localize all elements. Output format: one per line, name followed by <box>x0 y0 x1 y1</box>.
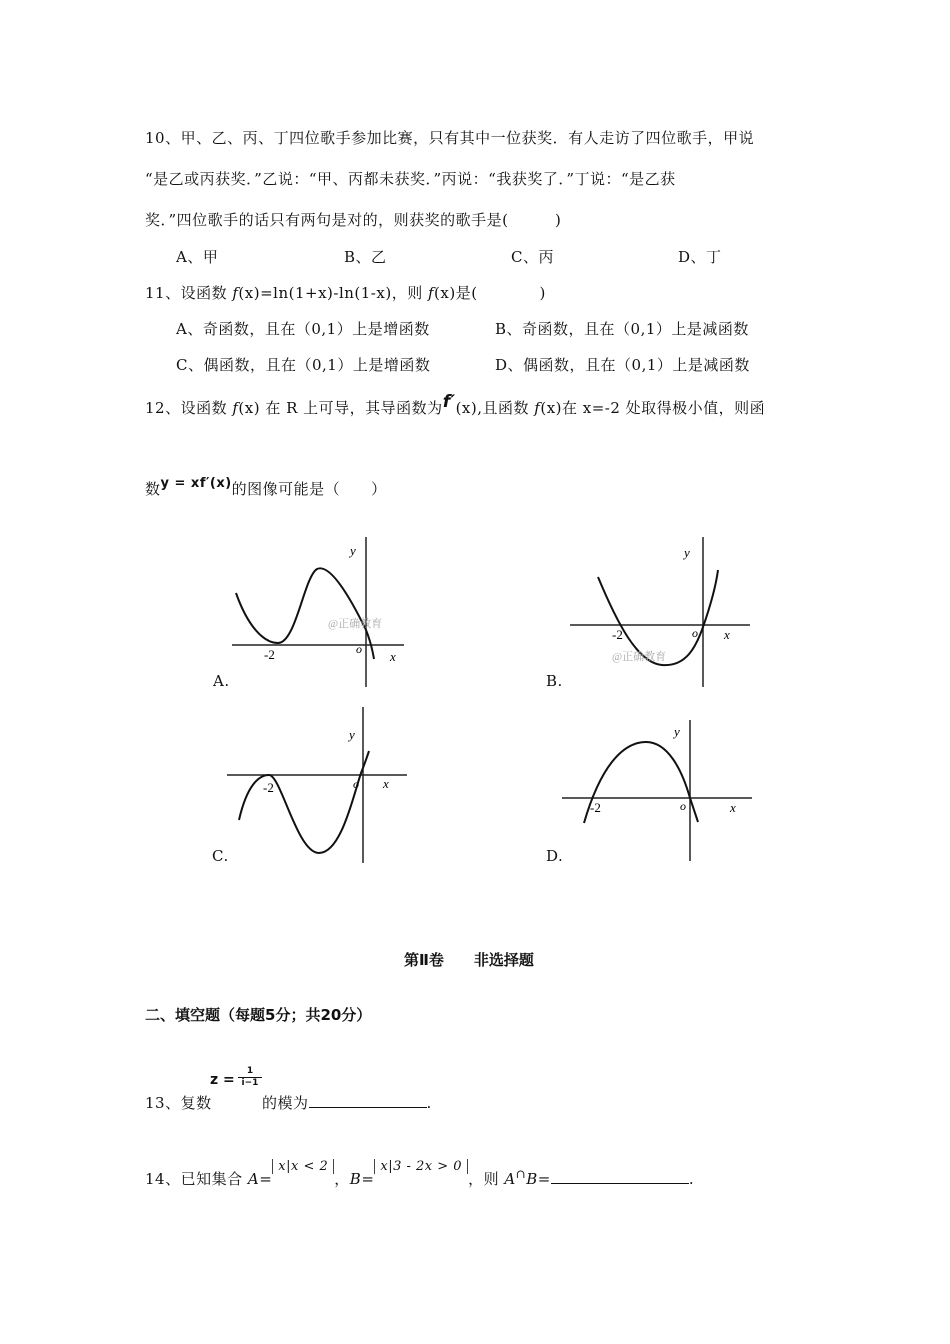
graph-d-label: D. <box>546 847 564 865</box>
q10-option-a: A、甲 <box>176 248 219 266</box>
graph-c <box>225 705 410 865</box>
q11-stem: 11、设函数 f(x)=ln(1+x)-ln(1-x)，则 f(x)是( ) <box>145 284 546 302</box>
q13-numerator: 1 <box>246 1066 254 1076</box>
q10-option-b: B、乙 <box>344 248 387 266</box>
f-prime-symbol: f′ <box>442 392 456 412</box>
graph-b <box>568 535 753 690</box>
graph-b-watermark: @正确教育 <box>612 651 667 663</box>
q12-line1: 12、设函数 f(x) 在 R 上可导，其导函数为f′(x),且函数 f(x)在 x=-2 处取得极小值，则函 <box>145 392 766 417</box>
q10-line3: 奖．”四位歌手的话只有两句是对的，则获奖的歌手是( ) <box>145 211 562 229</box>
graph-a-x-label: x <box>390 649 396 664</box>
graph-d-origin: o <box>680 799 686 813</box>
q11-option-d: D、偶函数，且在（0,1）上是减函数 <box>495 356 750 374</box>
q11-option-b: B、奇函数，且在（0,1）上是减函数 <box>495 320 749 338</box>
graph-c-curve <box>239 751 369 853</box>
section-title: 第Ⅱ卷 非选择题 <box>404 951 534 969</box>
q13-answer-blank[interactable] <box>309 1093 427 1108</box>
graph-d <box>560 718 755 863</box>
q10-option-c: C、丙 <box>511 248 554 266</box>
graph-c-tick: -2 <box>263 780 274 795</box>
q10-line2: “是乙或丙获奖．”乙说：“甲、丙都未获奖．”丙说：“我获奖了．”丁说：“是乙获 <box>145 170 676 188</box>
graph-a-watermark: @正确教育 <box>328 618 383 630</box>
q14-set-b: x|3 - 2x > 0 <box>374 1159 468 1174</box>
graph-c-y-label: y <box>349 727 355 742</box>
q13-suffix: 的模为 . <box>262 1094 432 1112</box>
q11-option-a: A、奇函数，且在（0,1）上是增函数 <box>176 320 430 338</box>
graph-b-tick: -2 <box>612 627 623 642</box>
graph-a-tick: -2 <box>264 647 275 662</box>
q10-line1: 10、甲、乙、丙、丁四位歌手参加比赛，只有其中一位获奖．有人走访了四位歌手，甲说 <box>145 129 755 147</box>
q12-line2: 数y = xf′(x)的图像可能是（ ） <box>145 476 387 498</box>
graph-d-y-label: y <box>674 724 680 739</box>
graph-a-origin: o <box>356 642 362 656</box>
q10-option-d: D、丁 <box>678 248 722 266</box>
graph-b-origin: o <box>692 626 698 640</box>
q13-z: z = <box>210 1072 235 1088</box>
graph-d-tick: -2 <box>590 800 601 815</box>
section-heading: 二、填空题（每题5分；共20分） <box>145 1006 372 1024</box>
q11-option-c: C、偶函数，且在（0,1）上是增函数 <box>176 356 431 374</box>
graph-a-label: A. <box>213 672 230 690</box>
graph-b-x-label: x <box>724 627 730 642</box>
graph-a-y-label: y <box>350 543 356 558</box>
q13-prefix: 13、复数 <box>145 1094 212 1112</box>
graph-c-x-label: x <box>383 776 389 791</box>
q12-formula: y = xf′(x) <box>160 476 232 491</box>
graph-a <box>232 535 407 690</box>
graph-d-x-label: x <box>730 800 736 815</box>
graph-b-label: B. <box>546 672 563 690</box>
q14-stem: 14、已知集合 A=x|x < 2，B=x|3 - 2x > 0，则 A∩B= . <box>145 1159 695 1188</box>
graph-c-origin: o <box>353 777 359 791</box>
q13-fraction <box>238 1066 262 1088</box>
graph-b-y-label: y <box>684 545 690 560</box>
q13-denominator: i−1 <box>238 1077 262 1088</box>
intersection-symbol: ∩ <box>515 1167 527 1181</box>
q14-set-a: x|x < 2 <box>272 1159 334 1174</box>
graph-c-label: C. <box>212 847 229 865</box>
q14-answer-blank[interactable] <box>551 1169 689 1184</box>
